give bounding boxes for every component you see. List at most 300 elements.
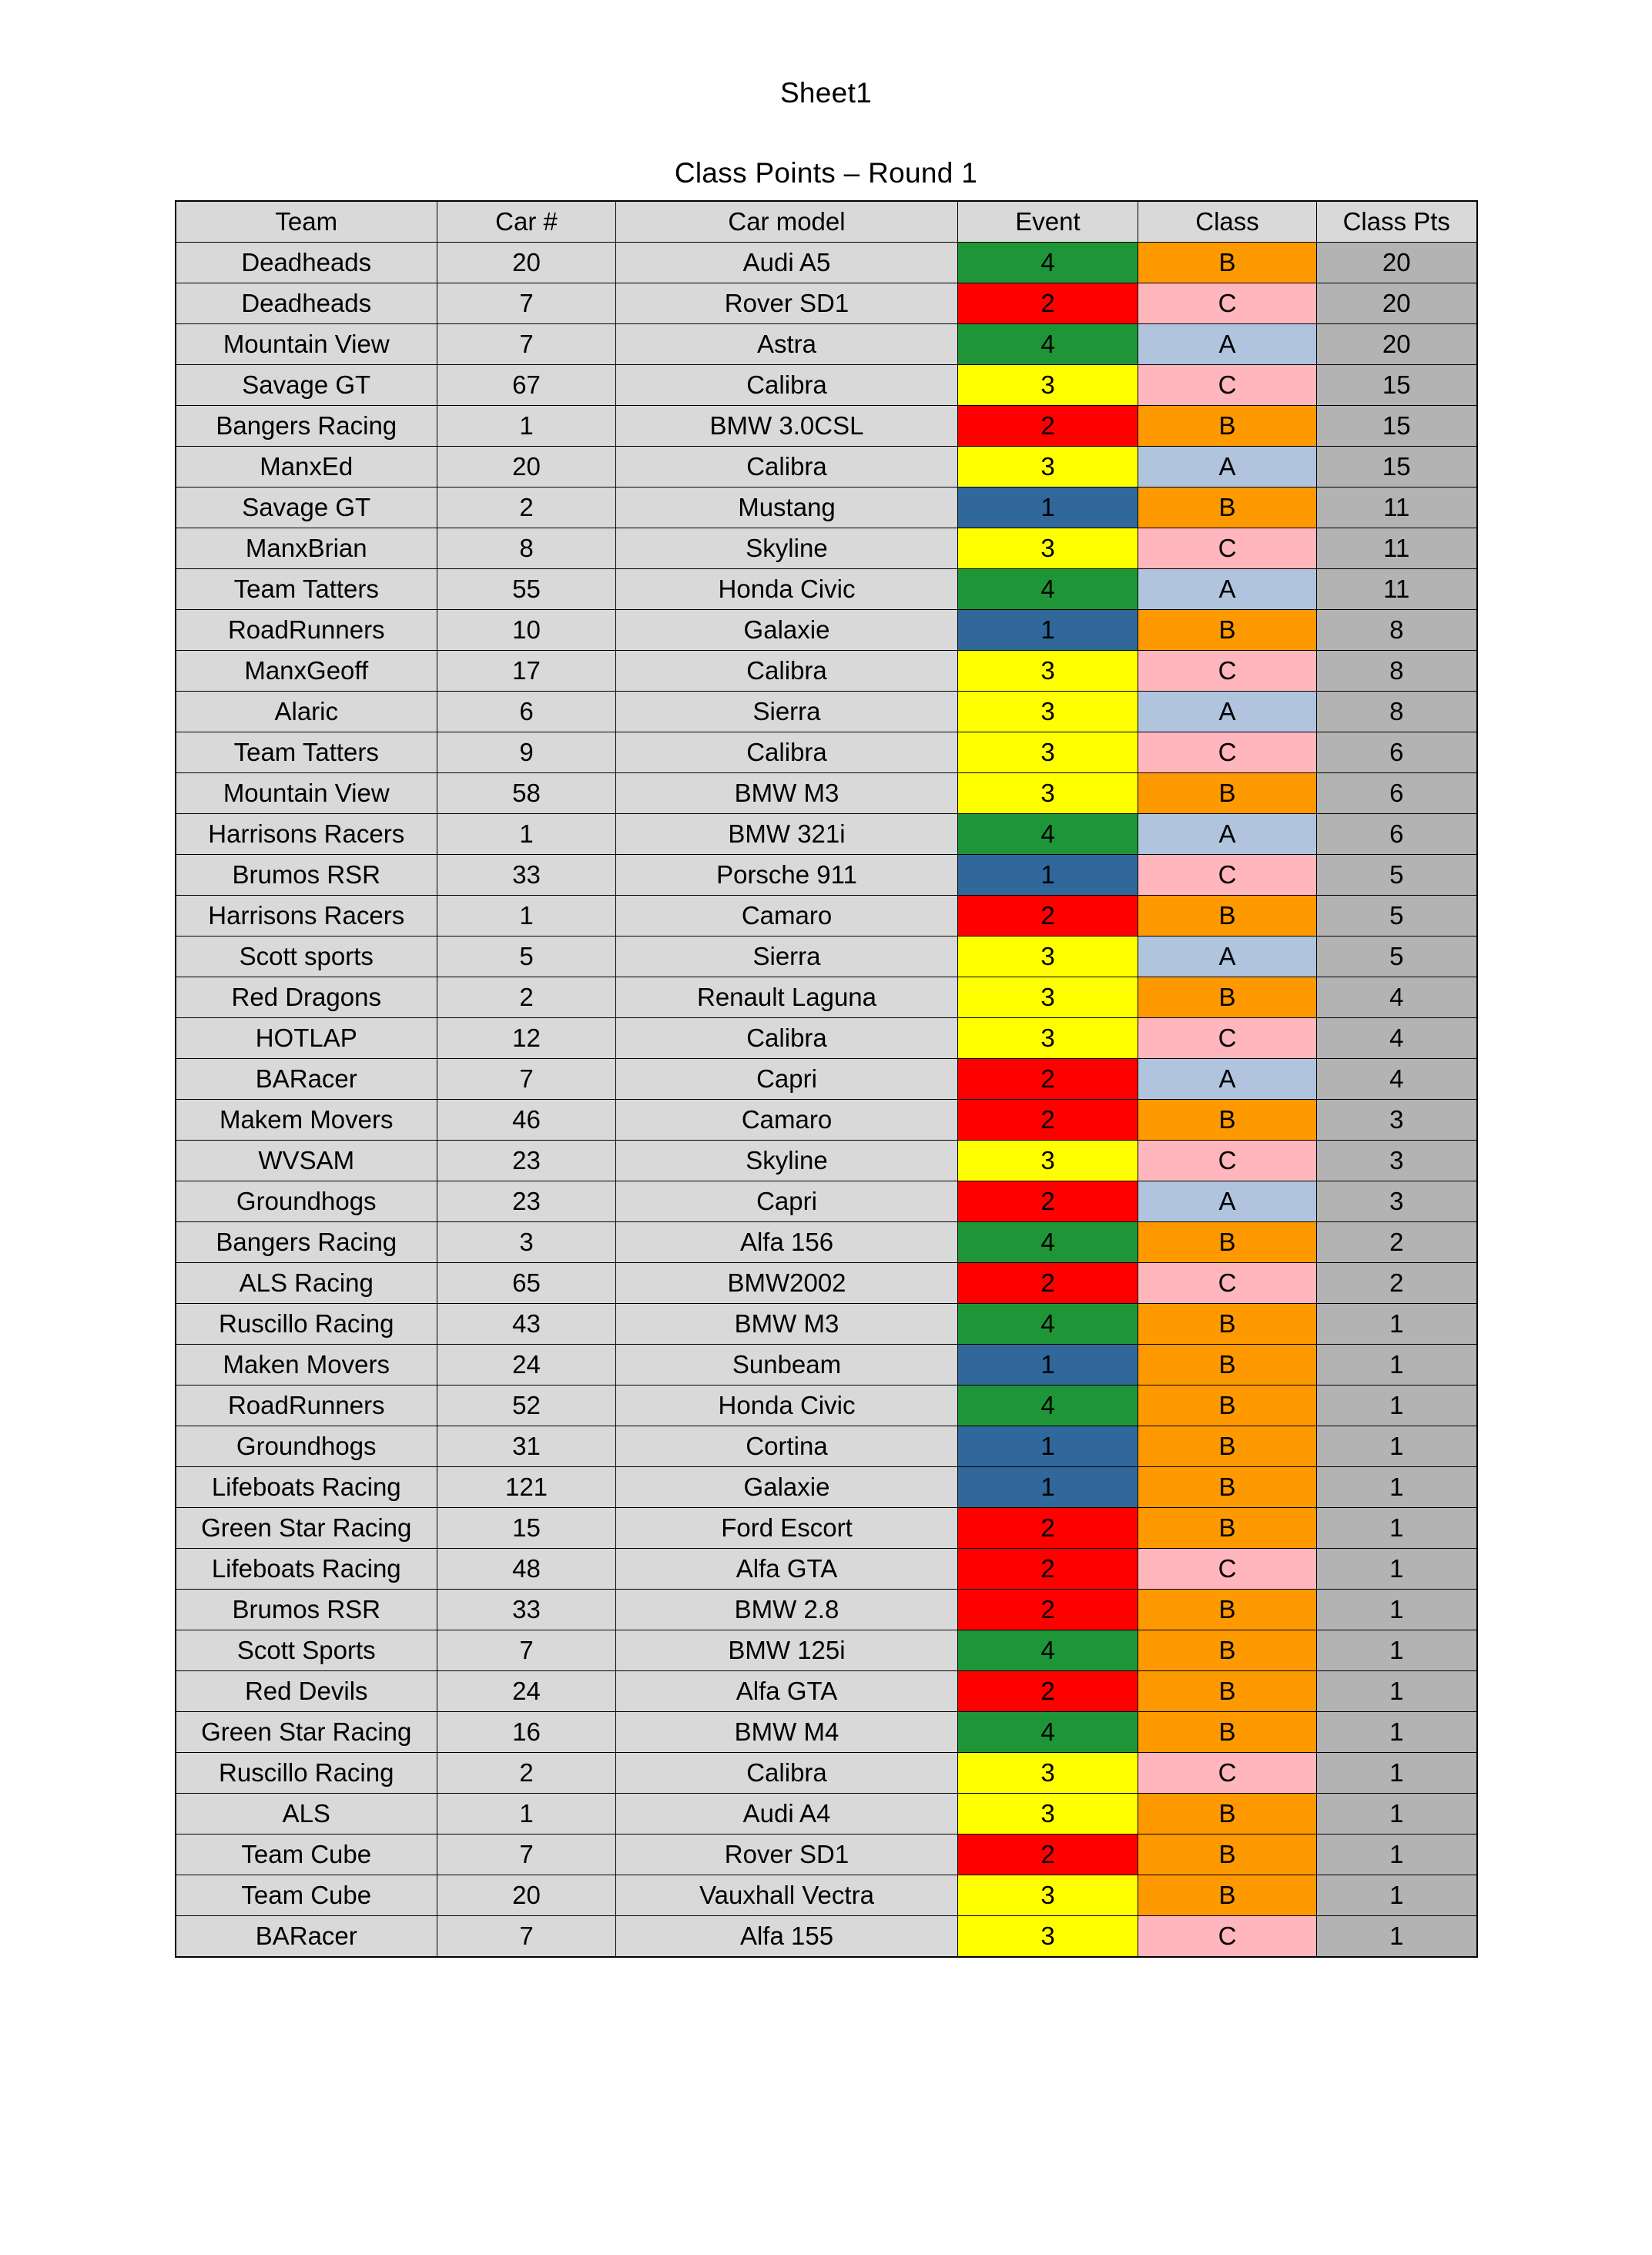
cell-class-pts: 1 xyxy=(1317,1753,1477,1794)
cell-class: C xyxy=(1138,732,1317,773)
table-row xyxy=(176,324,1477,365)
cell-class-pts: 3 xyxy=(1317,1181,1477,1222)
table-row xyxy=(176,1059,1477,1100)
table-row xyxy=(176,1753,1477,1794)
cell-event: 4 xyxy=(958,1630,1138,1671)
spreadsheet-page xyxy=(0,77,1652,2255)
table-row xyxy=(176,1467,1477,1508)
cell-car-model: Audi A4 xyxy=(616,1794,958,1834)
cell-car-number: 1 xyxy=(437,896,616,937)
table-row xyxy=(176,937,1477,977)
cell-event: 3 xyxy=(958,977,1138,1018)
cell-class: C xyxy=(1138,1753,1317,1794)
table-row xyxy=(176,610,1477,651)
cell-car-number: 48 xyxy=(437,1549,616,1590)
cell-team: Mountain View xyxy=(176,773,437,814)
cell-event: 1 xyxy=(958,610,1138,651)
cell-car-model: Galaxie xyxy=(616,1467,958,1508)
cell-team: Bangers Racing xyxy=(176,406,437,447)
table-row xyxy=(176,1100,1477,1141)
cell-car-number: 23 xyxy=(437,1181,616,1222)
cell-class-pts: 3 xyxy=(1317,1100,1477,1141)
cell-car-model: BMW M3 xyxy=(616,1304,958,1345)
cell-team: RoadRunners xyxy=(176,1386,437,1426)
cell-event: 2 xyxy=(958,896,1138,937)
table-row xyxy=(176,692,1477,732)
cell-class: B xyxy=(1138,1671,1317,1712)
table-row xyxy=(176,1630,1477,1671)
cell-car-number: 46 xyxy=(437,1100,616,1141)
cell-car-number: 20 xyxy=(437,243,616,283)
cell-car-model: Mustang xyxy=(616,488,958,528)
cell-car-number: 7 xyxy=(437,1059,616,1100)
cell-class: A xyxy=(1138,569,1317,610)
table-row xyxy=(176,1590,1477,1630)
cell-team: Green Star Racing xyxy=(176,1712,437,1753)
cell-car-model: Capri xyxy=(616,1059,958,1100)
cell-class: B xyxy=(1138,1467,1317,1508)
cell-car-number: 58 xyxy=(437,773,616,814)
cell-class: C xyxy=(1138,283,1317,324)
cell-event: 2 xyxy=(958,1059,1138,1100)
cell-car-number: 6 xyxy=(437,692,616,732)
table-row xyxy=(176,1834,1477,1875)
cell-event: 2 xyxy=(958,1834,1138,1875)
cell-car-model: Honda Civic xyxy=(616,1386,958,1426)
cell-event: 2 xyxy=(958,283,1138,324)
cell-class-pts: 4 xyxy=(1317,1059,1477,1100)
cell-team: Alaric xyxy=(176,692,437,732)
cell-car-model: BMW 2.8 xyxy=(616,1590,958,1630)
cell-class: B xyxy=(1138,1386,1317,1426)
cell-class: A xyxy=(1138,1059,1317,1100)
cell-class: A xyxy=(1138,692,1317,732)
cell-class: B xyxy=(1138,610,1317,651)
cell-car-number: 12 xyxy=(437,1018,616,1059)
cell-event: 3 xyxy=(958,365,1138,406)
cell-event: 2 xyxy=(958,1549,1138,1590)
cell-team: Deadheads xyxy=(176,283,437,324)
cell-class-pts: 15 xyxy=(1317,365,1477,406)
cell-class: C xyxy=(1138,528,1317,569)
column-header-event: Event xyxy=(958,201,1138,243)
table-row xyxy=(176,896,1477,937)
cell-car-number: 1 xyxy=(437,406,616,447)
cell-team: ALS xyxy=(176,1794,437,1834)
cell-event: 4 xyxy=(958,1222,1138,1263)
cell-class-pts: 6 xyxy=(1317,773,1477,814)
cell-team: Brumos RSR xyxy=(176,855,437,896)
table-title: Class Points – Round 1 xyxy=(674,157,978,189)
cell-car-model: Alfa 155 xyxy=(616,1916,958,1958)
cell-car-model: Audi A5 xyxy=(616,243,958,283)
table-row xyxy=(176,732,1477,773)
cell-team: ManxEd xyxy=(176,447,437,488)
table-row xyxy=(176,1508,1477,1549)
cell-team: Team Tatters xyxy=(176,732,437,773)
cell-car-model: Renault Laguna xyxy=(616,977,958,1018)
cell-car-number: 2 xyxy=(437,977,616,1018)
cell-class: B xyxy=(1138,1834,1317,1875)
cell-class-pts: 1 xyxy=(1317,1304,1477,1345)
cell-car-number: 31 xyxy=(437,1426,616,1467)
cell-event: 2 xyxy=(958,1508,1138,1549)
cell-car-number: 121 xyxy=(437,1467,616,1508)
cell-event: 3 xyxy=(958,528,1138,569)
cell-class: B xyxy=(1138,977,1317,1018)
cell-class-pts: 8 xyxy=(1317,610,1477,651)
cell-class: C xyxy=(1138,1916,1317,1958)
cell-class-pts: 1 xyxy=(1317,1386,1477,1426)
cell-class-pts: 5 xyxy=(1317,896,1477,937)
cell-team: Deadheads xyxy=(176,243,437,283)
cell-team: ALS Racing xyxy=(176,1263,437,1304)
cell-car-number: 15 xyxy=(437,1508,616,1549)
cell-team: ManxGeoff xyxy=(176,651,437,692)
cell-car-model: Cortina xyxy=(616,1426,958,1467)
cell-car-model: Galaxie xyxy=(616,610,958,651)
cell-car-model: Calibra xyxy=(616,365,958,406)
cell-car-model: Honda Civic xyxy=(616,569,958,610)
cell-event: 2 xyxy=(958,1590,1138,1630)
cell-class-pts: 20 xyxy=(1317,283,1477,324)
cell-class-pts: 15 xyxy=(1317,447,1477,488)
cell-team: Ruscillo Racing xyxy=(176,1304,437,1345)
column-header-class: Class xyxy=(1138,201,1317,243)
cell-car-model: BMW 3.0CSL xyxy=(616,406,958,447)
cell-class-pts: 1 xyxy=(1317,1467,1477,1508)
cell-team: Red Devils xyxy=(176,1671,437,1712)
table-row xyxy=(176,1794,1477,1834)
cell-car-number: 52 xyxy=(437,1386,616,1426)
cell-car-number: 3 xyxy=(437,1222,616,1263)
cell-car-number: 67 xyxy=(437,365,616,406)
cell-class: B xyxy=(1138,1712,1317,1753)
cell-car-model: Calibra xyxy=(616,447,958,488)
cell-car-model: BMW 125i xyxy=(616,1630,958,1671)
column-header-car-model: Car model xyxy=(616,201,958,243)
cell-class: B xyxy=(1138,243,1317,283)
cell-class-pts: 15 xyxy=(1317,406,1477,447)
table-row xyxy=(176,1181,1477,1222)
cell-class-pts: 20 xyxy=(1317,243,1477,283)
cell-team: Red Dragons xyxy=(176,977,437,1018)
cell-car-model: BMW M4 xyxy=(616,1712,958,1753)
cell-class: B xyxy=(1138,1794,1317,1834)
cell-class: B xyxy=(1138,1630,1317,1671)
cell-class-pts: 1 xyxy=(1317,1916,1477,1958)
cell-event: 2 xyxy=(958,1181,1138,1222)
cell-car-number: 5 xyxy=(437,937,616,977)
cell-class-pts: 1 xyxy=(1317,1671,1477,1712)
cell-class: C xyxy=(1138,855,1317,896)
cell-car-number: 23 xyxy=(437,1141,616,1181)
cell-event: 3 xyxy=(958,1794,1138,1834)
cell-team: Harrisons Racers xyxy=(176,896,437,937)
table-row xyxy=(176,1386,1477,1426)
table-row xyxy=(176,447,1477,488)
cell-class-pts: 1 xyxy=(1317,1630,1477,1671)
cell-car-model: Skyline xyxy=(616,528,958,569)
cell-class-pts: 4 xyxy=(1317,977,1477,1018)
cell-car-model: Porsche 911 xyxy=(616,855,958,896)
cell-class-pts: 2 xyxy=(1317,1222,1477,1263)
table-row xyxy=(176,855,1477,896)
cell-car-model: Calibra xyxy=(616,1018,958,1059)
cell-car-model: BMW2002 xyxy=(616,1263,958,1304)
table-row xyxy=(176,1263,1477,1304)
cell-class: B xyxy=(1138,1426,1317,1467)
cell-car-number: 24 xyxy=(437,1671,616,1712)
cell-class: B xyxy=(1138,406,1317,447)
cell-team: Bangers Racing xyxy=(176,1222,437,1263)
cell-car-number: 7 xyxy=(437,324,616,365)
cell-car-number: 7 xyxy=(437,1916,616,1958)
table-row xyxy=(176,243,1477,283)
cell-team: Groundhogs xyxy=(176,1181,437,1222)
cell-class-pts: 4 xyxy=(1317,1018,1477,1059)
cell-event: 3 xyxy=(958,692,1138,732)
table-row xyxy=(176,1549,1477,1590)
cell-team: Groundhogs xyxy=(176,1426,437,1467)
cell-team: Team Cube xyxy=(176,1875,437,1916)
table-header-row xyxy=(176,201,1477,243)
table-row xyxy=(176,1875,1477,1916)
table-row xyxy=(176,365,1477,406)
cell-class: A xyxy=(1138,1181,1317,1222)
cell-team: BARacer xyxy=(176,1059,437,1100)
cell-car-number: 16 xyxy=(437,1712,616,1753)
cell-car-number: 7 xyxy=(437,1630,616,1671)
cell-class-pts: 1 xyxy=(1317,1345,1477,1386)
cell-event: 4 xyxy=(958,1304,1138,1345)
sheet-title: Sheet1 xyxy=(779,77,873,109)
cell-event: 3 xyxy=(958,651,1138,692)
column-header-car-number: Car # xyxy=(437,201,616,243)
cell-car-number: 1 xyxy=(437,1794,616,1834)
cell-car-model: Camaro xyxy=(616,1100,958,1141)
cell-event: 2 xyxy=(958,406,1138,447)
cell-car-model: Camaro xyxy=(616,896,958,937)
cell-class: B xyxy=(1138,1875,1317,1916)
cell-class: B xyxy=(1138,773,1317,814)
table-header xyxy=(176,201,1477,243)
cell-event: 1 xyxy=(958,855,1138,896)
cell-car-model: Ford Escort xyxy=(616,1508,958,1549)
table-row xyxy=(176,977,1477,1018)
table-row xyxy=(176,528,1477,569)
cell-team: Team Cube xyxy=(176,1834,437,1875)
cell-event: 1 xyxy=(958,488,1138,528)
cell-team: Harrisons Racers xyxy=(176,814,437,855)
cell-car-number: 20 xyxy=(437,1875,616,1916)
cell-car-number: 1 xyxy=(437,814,616,855)
table-row xyxy=(176,1141,1477,1181)
cell-class: B xyxy=(1138,896,1317,937)
cell-team: Makem Movers xyxy=(176,1100,437,1141)
cell-class-pts: 2 xyxy=(1317,1263,1477,1304)
cell-car-model: Sierra xyxy=(616,937,958,977)
cell-class-pts: 5 xyxy=(1317,855,1477,896)
cell-team: Savage GT xyxy=(176,488,437,528)
cell-class-pts: 20 xyxy=(1317,324,1477,365)
cell-team: Savage GT xyxy=(176,365,437,406)
cell-class: B xyxy=(1138,1345,1317,1386)
cell-team: RoadRunners xyxy=(176,610,437,651)
cell-team: Brumos RSR xyxy=(176,1590,437,1630)
cell-class-pts: 1 xyxy=(1317,1794,1477,1834)
cell-class: A xyxy=(1138,447,1317,488)
cell-event: 3 xyxy=(958,937,1138,977)
cell-car-model: Calibra xyxy=(616,732,958,773)
cell-car-number: 20 xyxy=(437,447,616,488)
table-row xyxy=(176,1304,1477,1345)
cell-class-pts: 1 xyxy=(1317,1549,1477,1590)
table-row xyxy=(176,569,1477,610)
cell-car-model: Calibra xyxy=(616,651,958,692)
table-row xyxy=(176,1426,1477,1467)
table-row xyxy=(176,1671,1477,1712)
cell-class-pts: 6 xyxy=(1317,732,1477,773)
cell-event: 3 xyxy=(958,732,1138,773)
cell-event: 4 xyxy=(958,569,1138,610)
cell-car-model: Capri xyxy=(616,1181,958,1222)
cell-event: 4 xyxy=(958,324,1138,365)
cell-car-model: Vauxhall Vectra xyxy=(616,1875,958,1916)
cell-team: Mountain View xyxy=(176,324,437,365)
cell-car-number: 33 xyxy=(437,1590,616,1630)
cell-team: ManxBrian xyxy=(176,528,437,569)
cell-car-number: 7 xyxy=(437,1834,616,1875)
cell-team: Scott sports xyxy=(176,937,437,977)
cell-class-pts: 11 xyxy=(1317,528,1477,569)
cell-class-pts: 5 xyxy=(1317,937,1477,977)
cell-class: C xyxy=(1138,1263,1317,1304)
cell-event: 3 xyxy=(958,1875,1138,1916)
cell-event: 3 xyxy=(958,1916,1138,1958)
cell-team: HOTLAP xyxy=(176,1018,437,1059)
cell-car-number: 65 xyxy=(437,1263,616,1304)
cell-class-pts: 11 xyxy=(1317,488,1477,528)
cell-event: 3 xyxy=(958,447,1138,488)
cell-event: 1 xyxy=(958,1467,1138,1508)
cell-car-number: 10 xyxy=(437,610,616,651)
column-header-team: Team xyxy=(176,201,437,243)
cell-event: 1 xyxy=(958,1426,1138,1467)
cell-event: 3 xyxy=(958,1141,1138,1181)
cell-team: Lifeboats Racing xyxy=(176,1549,437,1590)
cell-class-pts: 8 xyxy=(1317,651,1477,692)
table-row xyxy=(176,1018,1477,1059)
cell-class: C xyxy=(1138,1018,1317,1059)
column-header-class-pts: Class Pts xyxy=(1317,201,1477,243)
cell-car-number: 55 xyxy=(437,569,616,610)
cell-class-pts: 8 xyxy=(1317,692,1477,732)
table-row xyxy=(176,283,1477,324)
cell-car-model: Alfa 156 xyxy=(616,1222,958,1263)
cell-car-model: Rover SD1 xyxy=(616,283,958,324)
cell-class-pts: 1 xyxy=(1317,1426,1477,1467)
cell-class: B xyxy=(1138,1100,1317,1141)
cell-class: C xyxy=(1138,365,1317,406)
cell-event: 3 xyxy=(958,1753,1138,1794)
cell-class-pts: 3 xyxy=(1317,1141,1477,1181)
cell-car-model: Alfa GTA xyxy=(616,1549,958,1590)
table-row xyxy=(176,814,1477,855)
cell-class-pts: 1 xyxy=(1317,1875,1477,1916)
cell-class: C xyxy=(1138,651,1317,692)
cell-car-model: BMW 321i xyxy=(616,814,958,855)
table-row xyxy=(176,1222,1477,1263)
table-row xyxy=(176,406,1477,447)
cell-car-number: 24 xyxy=(437,1345,616,1386)
cell-car-model: Calibra xyxy=(616,1753,958,1794)
cell-team: Team Tatters xyxy=(176,569,437,610)
cell-event: 2 xyxy=(958,1263,1138,1304)
cell-car-model: Sunbeam xyxy=(616,1345,958,1386)
table-row xyxy=(176,488,1477,528)
cell-class: A xyxy=(1138,814,1317,855)
cell-car-model: Sierra xyxy=(616,692,958,732)
cell-car-model: Alfa GTA xyxy=(616,1671,958,1712)
cell-class-pts: 1 xyxy=(1317,1590,1477,1630)
cell-class-pts: 1 xyxy=(1317,1834,1477,1875)
cell-class: B xyxy=(1138,1222,1317,1263)
cell-event: 4 xyxy=(958,814,1138,855)
cell-car-number: 2 xyxy=(437,488,616,528)
cell-team: BARacer xyxy=(176,1916,437,1958)
class-points-table xyxy=(175,200,1478,1958)
cell-event: 3 xyxy=(958,773,1138,814)
table-row xyxy=(176,1345,1477,1386)
cell-team: Scott Sports xyxy=(176,1630,437,1671)
table-container xyxy=(0,200,1652,1958)
cell-car-number: 2 xyxy=(437,1753,616,1794)
cell-event: 3 xyxy=(958,1018,1138,1059)
table-body xyxy=(176,243,1477,1958)
cell-team: Green Star Racing xyxy=(176,1508,437,1549)
cell-class: C xyxy=(1138,1141,1317,1181)
table-row xyxy=(176,1712,1477,1753)
cell-team: Maken Movers xyxy=(176,1345,437,1386)
cell-event: 4 xyxy=(958,1386,1138,1426)
cell-team: Lifeboats Racing xyxy=(176,1467,437,1508)
cell-class-pts: 11 xyxy=(1317,569,1477,610)
cell-event: 4 xyxy=(958,243,1138,283)
cell-car-number: 7 xyxy=(437,283,616,324)
table-row xyxy=(176,1916,1477,1958)
cell-class: B xyxy=(1138,488,1317,528)
cell-team: WVSAM xyxy=(176,1141,437,1181)
cell-class: C xyxy=(1138,1549,1317,1590)
cell-class-pts: 6 xyxy=(1317,814,1477,855)
cell-class: B xyxy=(1138,1590,1317,1630)
cell-class-pts: 1 xyxy=(1317,1508,1477,1549)
cell-car-model: Rover SD1 xyxy=(616,1834,958,1875)
cell-class: B xyxy=(1138,1508,1317,1549)
cell-car-number: 9 xyxy=(437,732,616,773)
cell-event: 1 xyxy=(958,1345,1138,1386)
cell-car-number: 33 xyxy=(437,855,616,896)
cell-car-number: 8 xyxy=(437,528,616,569)
cell-event: 2 xyxy=(958,1100,1138,1141)
cell-class: B xyxy=(1138,1304,1317,1345)
cell-car-number: 43 xyxy=(437,1304,616,1345)
table-row xyxy=(176,773,1477,814)
cell-event: 4 xyxy=(958,1712,1138,1753)
cell-event: 2 xyxy=(958,1671,1138,1712)
cell-car-model: BMW M3 xyxy=(616,773,958,814)
